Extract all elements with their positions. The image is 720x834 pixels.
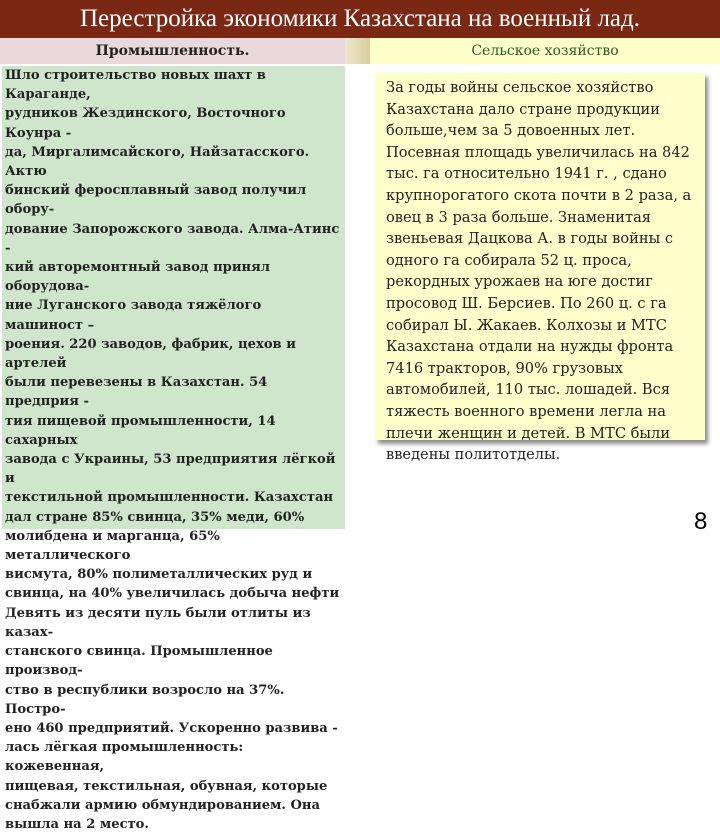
agriculture-heading: Сельское хозяйство (370, 38, 720, 64)
text-line: плечи женщин и детей. В МТС были (386, 424, 671, 442)
text-line: больше,чем за 5 довоенных лет. (386, 122, 636, 140)
text-line: ние Луганского завода тяжёлого машиност – (5, 298, 262, 333)
text-line: введены политотделы. (386, 446, 561, 464)
text-line: Шло строительство новых шахт в Караганде, (5, 68, 266, 103)
text-line: тыс. га относительно 1941 г. , сдано (386, 165, 667, 183)
text-line: вышла на 2 место. (5, 816, 149, 832)
text-line: бинский феросплавный завод получил обору- (5, 183, 307, 218)
text-line: Казахстана отдали на нужды фронта (386, 338, 674, 356)
text-line: дование Запорожского завода. Алма-Атинс - (5, 221, 340, 256)
page-number: 8 (694, 508, 708, 535)
text-line: одного га собирала 52 ц. проса, (386, 251, 632, 269)
text-line: 7416 тракторов, 90% грузовых (386, 359, 623, 377)
text-line: текстильной промышленности. Казахстан (5, 490, 334, 506)
text-line: звеньевая Дацкова А. в годы войны с (386, 230, 674, 248)
text-line: овец в 3 раза больше. Знаменитая (386, 208, 651, 226)
text-line: снабжали армию обмундированием. Она (5, 797, 320, 813)
text-line: свинца, на 40% увеличилась добыча нефти (5, 586, 340, 602)
text-line: Посевная площадь увеличилась на 842 (386, 143, 690, 161)
text-line: были перевезены в Казахстан. 54 предприя - (5, 375, 268, 410)
text-line: За годы войны сельское хозяйство (386, 79, 654, 96)
text-line: лась лёгкая промышленность: кожевенная, (5, 740, 244, 775)
slide-title: Перестройка экономики Казахстана на военный лад. (0, 0, 720, 38)
text-line: Казахстана дало стране продукции (386, 100, 660, 118)
agriculture-text (386, 77, 704, 466)
text-line: просовод Ш. Берсиев. По 260 ц. с га (386, 294, 667, 312)
text-line: роения. 220 заводов, фабрик, цехов и артелей (5, 336, 296, 372)
text-line: завода с Украины, 53 предприятия лёгкой и (5, 452, 336, 487)
text-line: крупнорогатого скота почти в 2 раза, а (386, 186, 692, 204)
text-line: да, Миргалимсайского, Найзатасского. Актю (5, 144, 310, 180)
text-line: автомобилей, 110 тыс. лошадей. Вся (386, 381, 671, 399)
text-line: кий авторемонтный завод принял оборудова- (5, 260, 271, 295)
text-line: собирал Ы. Жакаев. Колхозы и МТС (386, 316, 667, 334)
text-line: рекордных урожаев на юге достиг (386, 273, 653, 291)
text-line: пищевая, текстильная, обувная, которые (5, 778, 328, 794)
text-line: ство в республики возросло на 37%. Постро- (5, 682, 285, 717)
text-line: тяжесть военного времени легла на (386, 402, 666, 420)
text-line: рудников Жездинского, Восточного Коунра - (5, 106, 286, 141)
text-line: станского свинца. Промышленное производ- (5, 644, 273, 679)
text-line: Девять из десяти пуль были отлиты из казах- (5, 605, 311, 640)
decorative-strip (345, 38, 370, 64)
text-line: дал стране 85% свинца, 35% меди, 60% (5, 509, 305, 525)
industry-text (5, 66, 343, 834)
text-line: тия пищевой промышленности, 14 сахарных (5, 413, 276, 448)
text-line: молибдена и марганца, 65% металлического (5, 528, 220, 564)
industry-heading: Промышленность. (0, 38, 345, 64)
text-line: ено 460 предприятий. Ускоренно развива - (5, 720, 338, 736)
text-line: висмута, 80% полиметаллических руд и (5, 567, 313, 583)
